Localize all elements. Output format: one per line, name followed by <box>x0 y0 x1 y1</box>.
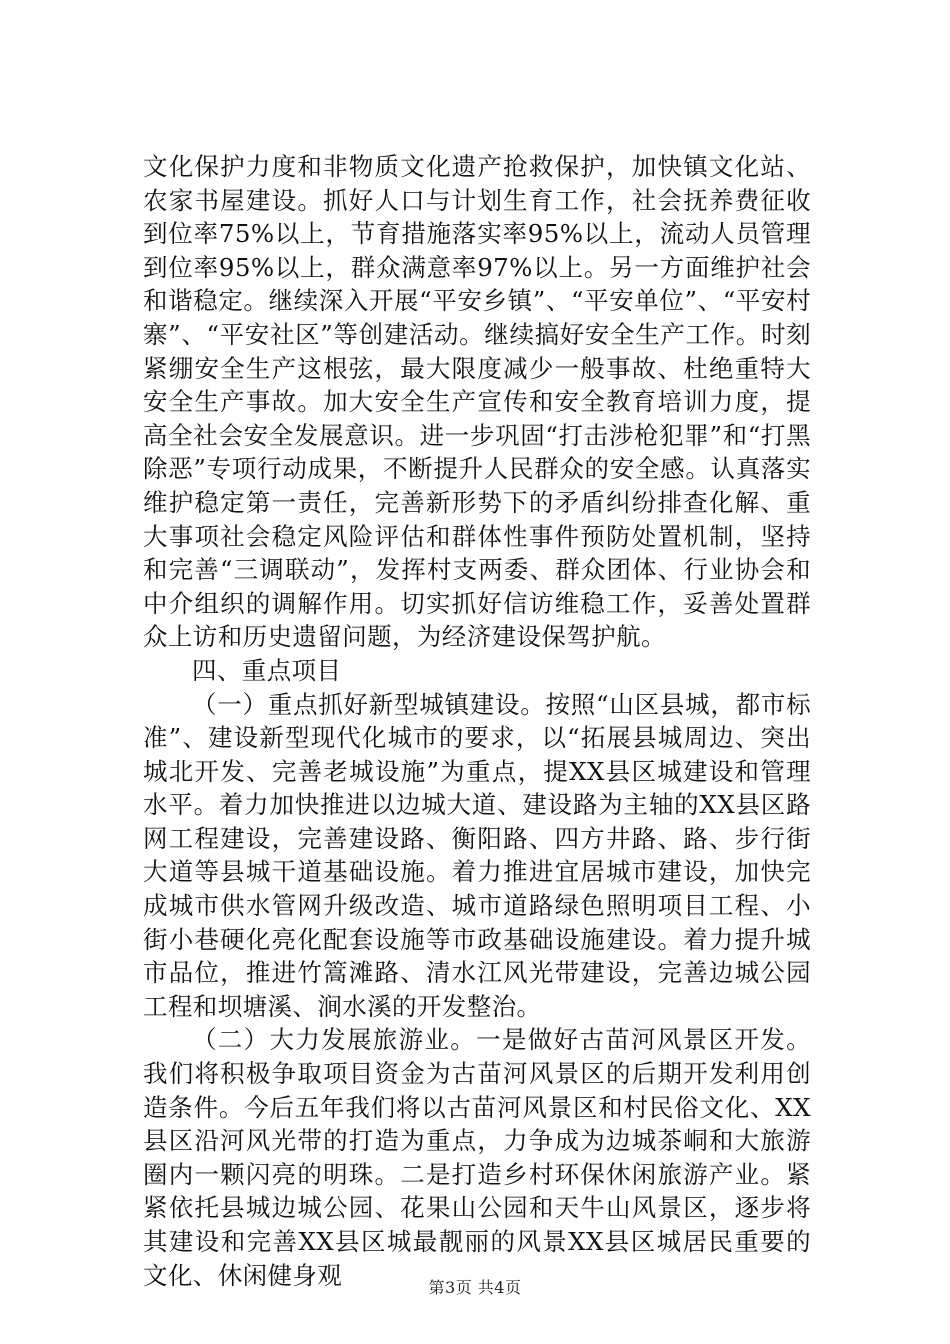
paragraph-urban-construction: （一）重点抓好新型城镇建设。按照“山区县城，都市标准”、建设新型现代化城市的要求，以“拓展县城周边、突出城北开发、完善老城设施”为重点，提XX县区城建设和管理水平。着力加快推进以边城大道、建设路为主轴的XX县区路网工程建设，完善建设路、衡阳路、四方井路、路、步行街大道等县城干道基础设施。着力推进宜居城市建设，加快完成城市供水管网升级改造、城市道路绿色照明项目工程、小街小巷硬化亮化配套设施等市政基础设施建设。着力提升城市品位，推进竹篙滩路、清水江风光带建设，完善边城公园工程和坝塘溪、涧水溪的开发整治。 <box>143 689 811 1021</box>
section-heading-key-projects: 四、重点项目 <box>192 655 342 685</box>
paragraph-safety-stability: 文化保护力度和非物质文化遗产抢救保护，加快镇文化站、农家书屋建设。抓好人口与计划生育工作，社会抚养费征收到位率75%以上，节育措施落实率95%以上，流动人员管理到位率95%以上，群众满意率97%以上。另一方面维护社会和谐稳定。继续深入开展“平安乡镇”、“平安单位”、“平安村寨”、“平安社区”等创建活动。继续搞好安全生产工作。时刻紧绷安全生产这根弦，最大限度减少一般事故、杜绝重特大安全生产事故。加大安全生产宣传和安全教育培训力度，提高全社会安全发展意识。进一步巩固“打击涉枪犯罪”和“打黑除恶”专项行动成果，不断提升人民群众的安全感。认真落实维护稳定第一责任，完善新形势下的矛盾纠纷排查化解、重大事项社会稳定风险评估和群体性事件预防处置机制，坚持和完善“三调联动”，发挥村支两委、群众团体、行业协会和中介组织的调解作用。切实抓好信访维稳工作，妥善处置群众上访和历史遗留问题，为经济建设保驾护航。 <box>143 152 811 652</box>
page-number-footer: 第3页 共4页 <box>428 1278 522 1297</box>
document-body <box>143 150 811 1292</box>
paragraph-tourism-development: （二）大力发展旅游业。一是做好古苗河风景区开发。我们将积极争取项目资金为古苗河风景区的后期开发利用创造条件。今后五年我们将以古苗河风景区和村民俗文化、XX县区沿河风光带的打造为重点，力争成为边城茶峒和大旅游圈内一颗闪亮的明珠。二是打造乡村环保休闲旅游产业。紧紧依托县城边城公园、花果山公园和天牛山风景区，逐步将其建设和完善XX县区城最靓丽的风景XX县区城居民重要的文化、休闲健身观 <box>143 1025 811 1290</box>
